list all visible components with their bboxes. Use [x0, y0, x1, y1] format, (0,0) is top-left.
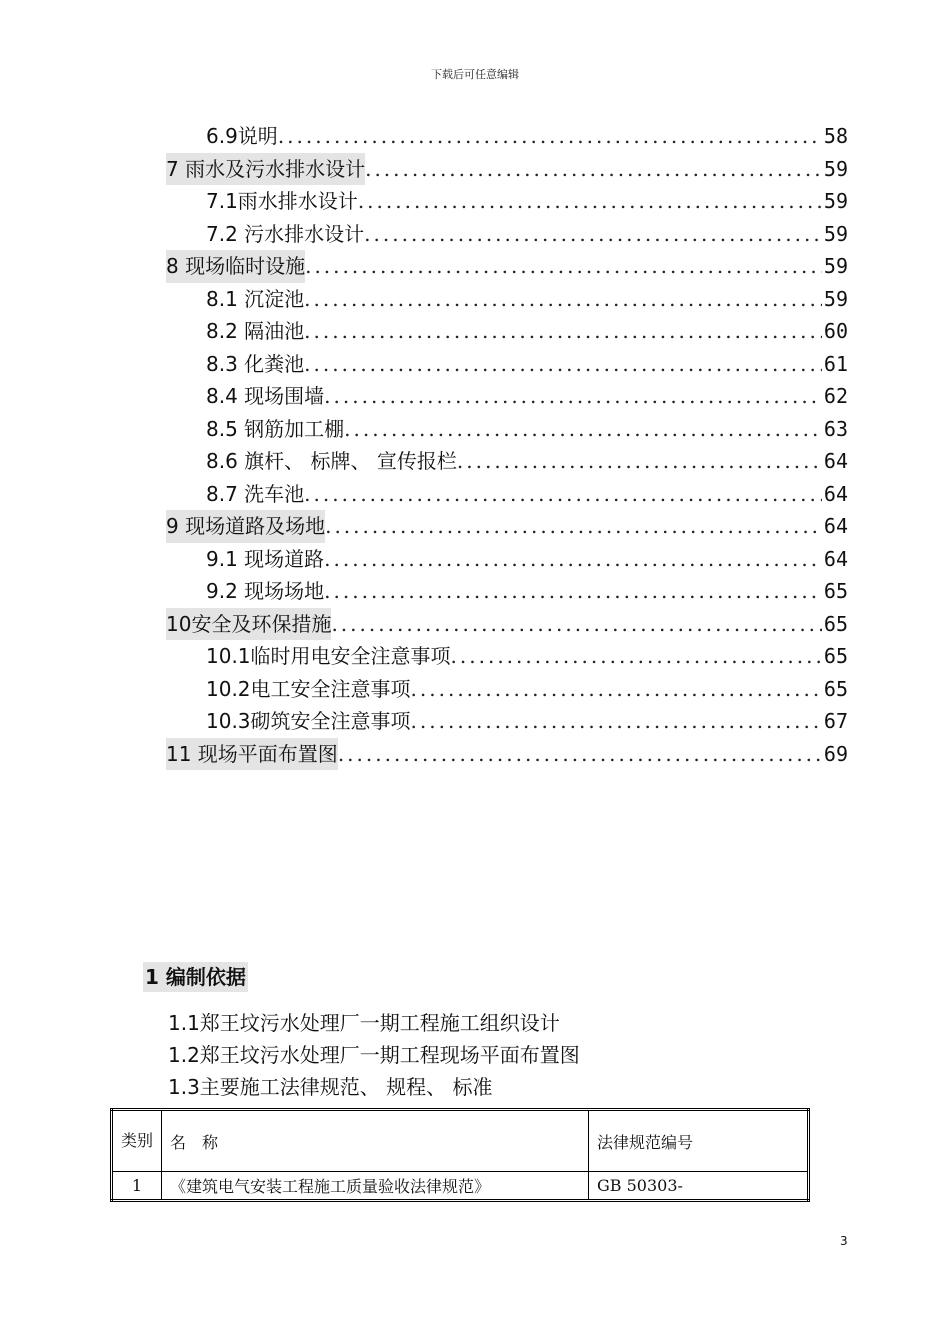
- toc-entry-title: 8.3 化粪池: [206, 351, 305, 376]
- toc-leader-dots: [304, 315, 822, 348]
- toc-leader-dots: [278, 120, 822, 153]
- toc-leader-dots: [338, 738, 822, 771]
- toc-entry-title: 7.2 污水排水设计: [206, 221, 365, 246]
- basis-item: 1.1郑王坟污水处理厂一期工程施工组织设计: [168, 1011, 560, 1035]
- toc-entry[interactable]: [166, 380, 848, 413]
- basis-item: 1.3主要施工法律规范、 规程、 标准: [168, 1075, 493, 1099]
- toc-entry-page: 60: [823, 319, 848, 343]
- toc-entry-page: 61: [823, 351, 848, 376]
- toc-leader-dots: [304, 283, 822, 316]
- toc-leader-dots: [411, 673, 822, 706]
- toc-leader-dots: [365, 153, 822, 186]
- toc-entry[interactable]: [166, 185, 848, 218]
- toc-entry[interactable]: [166, 348, 848, 381]
- toc-leader-dots: [364, 218, 822, 251]
- toc-entry-page: 59: [823, 254, 848, 278]
- toc-leader-dots: [304, 348, 822, 381]
- section-heading: 1 编制依据: [143, 962, 248, 992]
- toc-entry-title: 7 雨水及污水排水设计: [166, 153, 365, 186]
- toc-entry[interactable]: [166, 218, 848, 251]
- page-header: 下载后可任意编辑: [431, 68, 519, 81]
- standards-table: [110, 1108, 810, 1202]
- toc-entry-page: 65: [823, 644, 848, 668]
- toc-entry-title: 9 现场道路及场地: [166, 510, 325, 543]
- toc-leader-dots: [324, 380, 822, 413]
- toc-entry-page: 59: [823, 189, 848, 213]
- toc-entry-title: 10安全及环保措施: [166, 608, 331, 641]
- toc-leader-dots: [331, 608, 821, 641]
- toc-entry-page: 65: [823, 611, 848, 636]
- toc-entry[interactable]: [166, 120, 848, 153]
- toc-entry-title: 8.1 沉淀池: [206, 286, 305, 311]
- toc-leader-dots: [451, 640, 822, 673]
- toc-entry-title: 8.6 旗杆、 标牌、 宣传报栏: [206, 449, 457, 473]
- toc-leader-dots: [457, 445, 822, 478]
- toc-entry[interactable]: [166, 640, 848, 673]
- toc-entry[interactable]: [166, 445, 848, 478]
- toc-entry-title: 8.2 隔油池: [206, 319, 305, 343]
- toc-entry-page: 64: [823, 546, 848, 571]
- header-name: 名 称: [162, 1110, 589, 1172]
- toc-leader-dots: [358, 185, 822, 218]
- toc-leader-dots: [325, 510, 822, 543]
- toc-entry-page: 64: [823, 449, 848, 473]
- toc-entry-title: 10.2电工安全注意事项: [206, 676, 411, 701]
- toc-entry-title: 6.9说明: [206, 124, 278, 148]
- toc-entry-page: 59: [823, 156, 848, 181]
- toc-entry-page: 65: [823, 676, 848, 701]
- row-code: GB 50303-: [589, 1172, 809, 1201]
- toc-entry-title: 10.3砌筑安全注意事项: [206, 709, 411, 733]
- toc-entry[interactable]: [166, 543, 848, 576]
- toc-entry-page: 65: [823, 579, 848, 603]
- toc-entry-title: 8 现场临时设施: [166, 250, 305, 283]
- toc-entry[interactable]: [166, 250, 848, 283]
- row-number: 1: [112, 1172, 162, 1201]
- toc-entry-page: 62: [823, 384, 848, 408]
- basis-item: 1.2郑王坟污水处理厂一期工程现场平面布置图: [168, 1043, 580, 1067]
- table-row: [112, 1172, 809, 1201]
- header-code: 法律规范编号: [589, 1110, 809, 1172]
- toc-leader-dots: [411, 705, 822, 738]
- toc-entry-page: 63: [823, 416, 848, 441]
- toc-entry[interactable]: [166, 738, 848, 771]
- toc-entry-title: 9.1 现场道路: [206, 546, 325, 571]
- toc-leader-dots: [305, 250, 822, 283]
- toc-entry[interactable]: [166, 413, 848, 446]
- page-number: 3: [840, 1234, 848, 1248]
- toc-entry[interactable]: [166, 153, 848, 186]
- toc-entry[interactable]: [166, 315, 848, 348]
- toc-entry-title: 10.1临时用电安全注意事项: [206, 644, 451, 668]
- toc-leader-dots: [344, 413, 822, 446]
- toc-entry[interactable]: [166, 608, 848, 641]
- toc-entry[interactable]: [166, 673, 848, 706]
- toc-entry[interactable]: [166, 510, 848, 543]
- toc-entry-page: 64: [823, 481, 848, 506]
- toc-entry-page: 64: [823, 514, 848, 538]
- toc-entry-title: 8.4 现场围墙: [206, 384, 325, 408]
- table-header-row: [112, 1110, 809, 1172]
- toc-leader-dots: [324, 575, 822, 608]
- toc-entry[interactable]: [166, 705, 848, 738]
- header-category: 类别: [112, 1110, 162, 1172]
- toc-entry-page: 59: [823, 286, 848, 311]
- toc-entry[interactable]: [166, 283, 848, 316]
- toc-leader-dots: [304, 478, 822, 511]
- toc-entry[interactable]: [166, 575, 848, 608]
- row-name: 《建筑电气安装工程施工质量验收法律规范》: [162, 1172, 589, 1201]
- toc-entry-title: 11 现场平面布置图: [166, 738, 338, 771]
- table-of-contents: [166, 120, 848, 770]
- toc-entry-title: 9.2 现场场地: [206, 579, 325, 603]
- toc-entry-title: 7.1雨水排水设计: [206, 189, 358, 213]
- toc-entry-page: 59: [823, 221, 848, 246]
- toc-entry-page: 67: [823, 709, 848, 733]
- toc-entry-title: 8.7 洗车池: [206, 481, 305, 506]
- toc-entry-page: 69: [823, 741, 848, 766]
- toc-entry[interactable]: [166, 478, 848, 511]
- toc-entry-page: 58: [823, 124, 848, 148]
- toc-entry-title: 8.5 钢筋加工棚: [206, 416, 345, 441]
- toc-leader-dots: [324, 543, 822, 576]
